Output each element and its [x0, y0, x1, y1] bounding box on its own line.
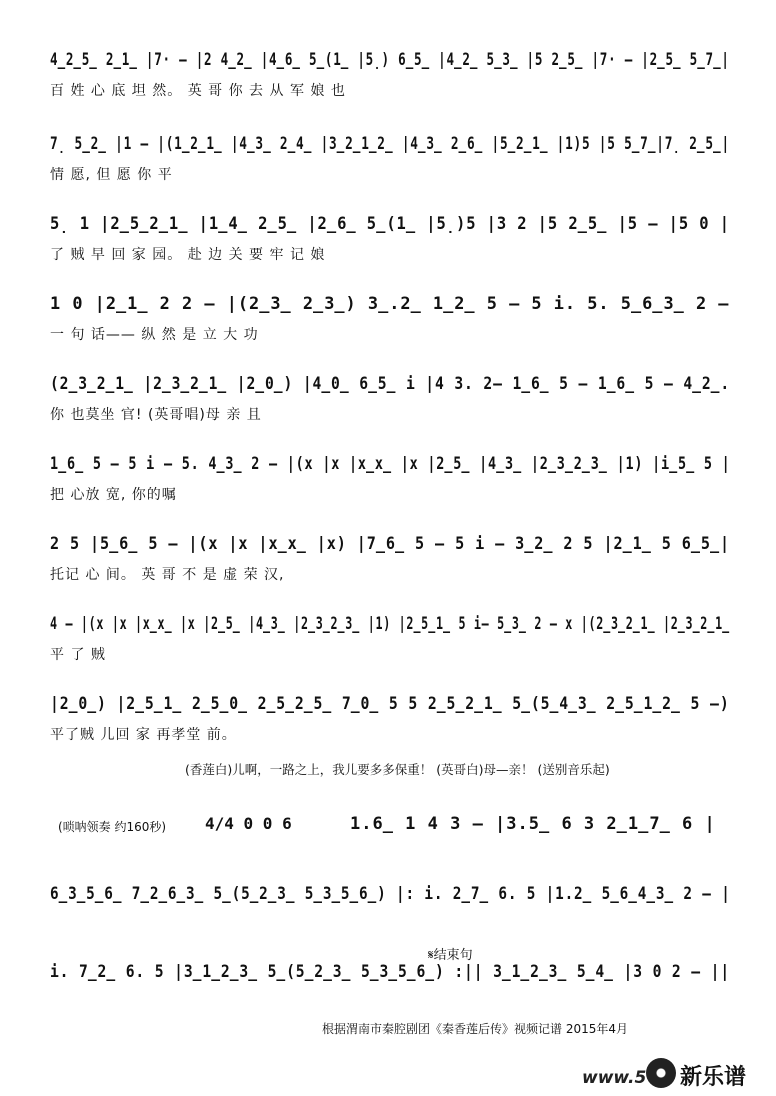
notation-line: |2̲0̲) |2̲5̲1̲ 2̲5̲0̲ 2̲5̲2̲5̲ 7̲0̲ 5 5 2̲5̲2̲1̲ 5̲(5̲4̲3̲ 2̲5̲1̲2̲ 5 –): [50, 694, 730, 714]
source-note: 根据渭南市秦腔剧团《秦香莲后传》视频记谱 2015年4月: [322, 1022, 628, 1036]
notation-line: 7̣ 5̲2̲ |1 – |(1̲2̲1̲ |4̲3̲ 2̲4̲ |3̲2̲1̲2̲ |4̲3̲ 2̲6̲ |5̲2̲1̲ |1)5 |5 5̲7̲|7̣ 2̲5̲|: [50, 134, 730, 154]
record-disc-icon: [646, 1058, 676, 1088]
notation-line: 1̲6̲ 5 – 5 i – 5. 4̲3̲ 2 – |(x |x |x̲x̲ |x |2̲5̲ |4̲3̲ |2̲3̲2̲3̲ |1) |i̲5̲ 5 |: [50, 454, 731, 474]
lyrics-line: 一 句 话—— 纵 然 是 立 大 功: [50, 327, 259, 343]
tempo-marking: (唢呐领奏 约160秒): [58, 820, 167, 834]
spoken-dialogue-line: (香莲白)儿啊，一路之上，我儿要多多保重！ (英哥白)母—亲！ (送别音乐起): [185, 762, 610, 777]
watermark-logo: [646, 1056, 768, 1092]
watermark-brand: 新乐谱: [680, 1065, 747, 1090]
end-phrase-label: 𝄋结束句: [428, 948, 473, 963]
notation-line: 5̣ 1 |2̲5̲2̲1̲ |1̲4̲ 2̲5̲ |2̲6̲ 5̲(1̲ |5̣)5 |3 2 |5 2̲5̲ |5 – |5 0 |: [50, 214, 730, 234]
lyrics-line: 平了贼 儿回 家 再孝堂 前。: [50, 727, 237, 743]
time-signature: 4/4 0 0 6: [205, 814, 292, 833]
watermark-url: www.5: [582, 1068, 647, 1088]
notation-line: 4̲2̲5̲ 2̲1̲ |7· – |2 4̲2̲ |4̲6̲ 5̲(1̲ |5̣) 6̲5̲ |4̲2̲ 5̲3̲ |5 2̲5̲ |7· – |2̲5̲ 5̲7̲|: [50, 50, 730, 70]
lyrics-line: 百 姓 心 底 坦 然。 英 哥 你 去 从 军 娘 也: [50, 83, 346, 99]
notation-line: 4 – |(x |x |x̲x̲ |x |2̲5̲ |4̲3̲ |2̲3̲2̲3̲ |1) |2̲5̲1̲ 5 i– 5̲3̲ 2 – x |(2̲3̲2̲1̲ |2̲3̲2̲1̲: [50, 614, 730, 634]
lyrics-line: 把 心放 宽, 你的嘱: [50, 487, 177, 503]
lyrics-line: 了 贼 早 回 家 园。 赴 边 关 要 牢 记 娘: [50, 247, 326, 263]
notation-line: 1.6̲ 1 4 3 – |3.5̲ 6 3 2̲1̲7̲ 6 |: [350, 814, 716, 834]
notation-line: i. 7̲2̲ 6. 5 |3̲1̲2̲3̲ 5̲(5̲2̲3̲ 5̲3̲5̲6̲) :|| 3̲1̲2̲3̲ 5̲4̲ |3 0 2 – ||: [50, 962, 731, 982]
notation-line: 1 0 |2̲1̲ 2 2 – |(2̲3̲ 2̲3̲) 3̲.2̲ 1̲2̲ 5 – 5 i. 5. 5̲6̲3̲ 2 –: [50, 294, 730, 314]
notation-line: 2 5 |5̲6̲ 5 – |(x |x |x̲x̲ |x) |7̲6̲ 5 – 5 i – 3̲2̲ 2 5 |2̲1̲ 5 6̲5̲|: [50, 534, 731, 554]
lyrics-line: 情 愿, 但 愿 你 平: [50, 167, 173, 183]
lyrics-line: 平 了 贼: [50, 647, 106, 663]
segno-icon: 𝄋: [428, 948, 434, 963]
lyrics-line: 你 也莫坐 官! (英哥唱)母 亲 且: [50, 407, 262, 423]
lyrics-line: 托记 心 间。 英 哥 不 是 虚 荣 汉,: [50, 567, 285, 583]
notation-line: (2̲3̲2̲1̲ |2̲3̲2̲1̲ |2̲0̲) |4̲0̲ 6̲5̲ i |4 3. 2– 1̲6̲ 5 – 1̲6̲ 5 – 4̲2̲.: [50, 374, 731, 394]
notation-line: 6̲3̲5̲6̲ 7̲2̲6̲3̲ 5̲(5̲2̲3̲ 5̲3̲5̲6̲) |: i. 2̲7̲ 6. 5 |1.2̲ 5̲6̲4̲3̲ 2 – |: [50, 884, 731, 904]
